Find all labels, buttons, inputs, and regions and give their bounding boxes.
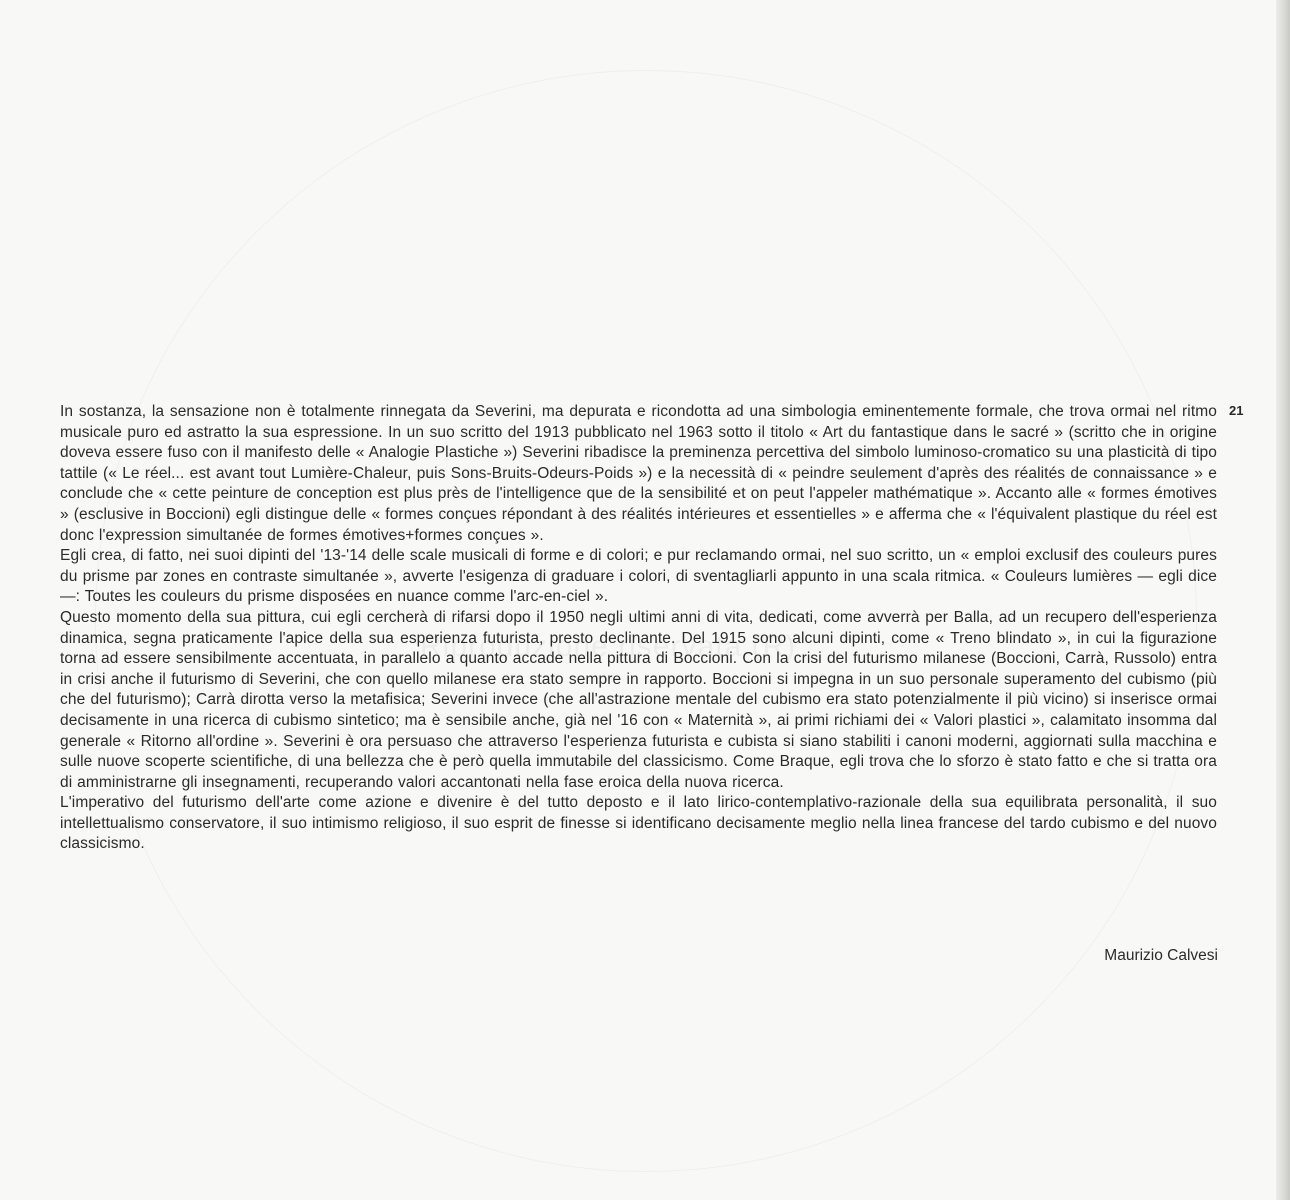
paragraph: Questo momento della sua pittura, cui egli cercherà di rifarsi dopo il 1950 negli ultimi anni di vita, dedicati, come avverrà per Balla, ad un recupero dell'esperienza dinamica, segna praticamente l'apice della sua esperienza futurista, presto declinante. Del 1915 sono alcuni dipinti, come « Treno blindato », in cui la figurazione torna ad essere sensibilmente accentuata, in parallelo a quanto accade nella pittura di Boccioni. Con la crisi del futurismo milanese (Boccioni, Carrà, Russolo) entra in crisi anche il futurismo di Severini, che con quello milanese era stato sempre in rapporto. Boccioni si impegna in un suo personale superamento del cubismo (più che del futurismo); Carrà dirotta verso la metafisica; Severini invece (che all'astrazione mentale del cubismo era stato potenzialmente il più vicino) si inserisce ormai decisamente in una ricerca di cubismo sintetico; ma è sensibile anche, già nel '16 con « Maternità », ai primi richiami dei « Valori plastici », calamitato insomma dal generale « Ritorno all'ordine ». Severini è ora persuaso che attraverso l'esperienza futurista e cubista si siano stabiliti i canoni moderni, aggiornati sulla macchina e sulle nuove scoperte scientifiche, di una bellezza che è però quella immutabile del classicismo. Come Braque, egli trova che lo sforzo è stato fatto e che si tratta ora di amministrarne gli insegnamenti, recuperando valori accantonati nella fase eroica della nuova ricerca. bbox=[60, 608, 1217, 791]
paragraph: Egli crea, di fatto, nei suoi dipinti del '13-'14 delle scale musicali di forme e di colori; e pur reclamando ormai, nel suo scritto, un « emploi exclusif des couleurs pures du prisme par zones en contraste simultanée », avverte l'esigenza di graduare i colori, di sventagliarli appunto in una scala ritmica. « Couleurs lumières — egli dice —: Toutes les couleurs du prisme disposées en nuance comme l'arc-en-ciel ». bbox=[60, 547, 1217, 606]
article-body bbox=[60, 402, 1217, 855]
page-binding-edge bbox=[1276, 0, 1290, 1200]
page-number: 21 bbox=[1229, 403, 1244, 418]
paragraph: In sostanza, la sensazione non è totalmente rinnegata da Severini, ma depurata e ricondotta ad una simbologia eminentemente formale, che trova ormai nel ritmo musicale puro ed astratto la sua espressione. In un suo scritto del 1913 pubblicato nel 1963 sotto il titolo « Art du fantastique dans le sacré » (scritto che in origine doveva essere fuso con il manifesto delle « Analogie Plastiche ») Severini ribadisce la preminenza percettiva del simbolo luminoso-cromatico su una plasticità di tipo tattile (« Le réel... est avant tout Lumière-Chaleur, puis Sons-Bruits-Odeurs-Poids ») e la necessità di « peindre seulement d'après des réalités de connaissance » e conclude che « cette peinture de conception est plus près de l'intelligence que de la sensibilité et on peut l'appeler mathématique ». Accanto alle « formes émotives » (esclusive in Boccioni) egli distingue delle « formes conçues répondant à des réalités intérieures et essentielles » e afferma che « l'équivalent plastique du réel est donc l'expression simultanée de formes émotives+formes conçues ». bbox=[60, 403, 1217, 544]
author-signature: Maurizio Calvesi bbox=[1104, 947, 1218, 964]
paragraph: L'imperativo del futurismo dell'arte come azione e divenire è del tutto deposto e il lato lirico-contemplativo-razionale della sua equilibrata personalità, il suo intellettualismo conservatore, il suo intimismo religioso, il suo esprit de finesse si identificano decisamente meglio nella linea francese del tardo cubismo e del nuovo classicismo. bbox=[60, 794, 1217, 853]
